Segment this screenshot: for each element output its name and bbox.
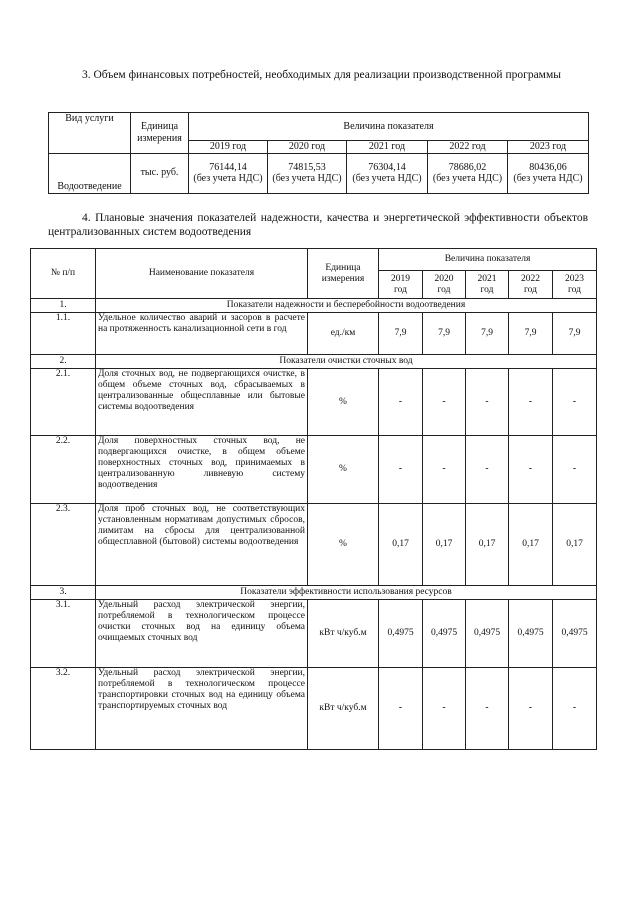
- value-cell: 76304,14 (без учета НДС): [347, 153, 428, 193]
- row-number: 2.3.: [31, 504, 96, 586]
- year-header: 2020 год: [423, 271, 466, 299]
- year-header: 2023 год: [553, 271, 597, 299]
- year-header: 2021 год: [466, 271, 509, 299]
- year-header: 2019 год: [379, 271, 423, 299]
- row-number: 2.1.: [31, 369, 96, 436]
- table-row: [31, 600, 597, 668]
- row-number: 3.2.: [31, 668, 96, 750]
- indicator-name: Доля сточных вод, не подвергающихся очистке, в общем объеме сточных вод, сбрасываемых в централизованные общесплавные или бытовые системы водоотведения: [96, 369, 308, 436]
- year-header: 2021 год: [347, 141, 428, 154]
- section-4-heading: [48, 211, 588, 239]
- section-3-title: Объем финансовых потребностей, необходимых для реализации производственной программы: [93, 69, 561, 81]
- value-cell: -: [509, 436, 553, 504]
- value-cell: 80436,06 (без учета НДС): [508, 153, 589, 193]
- row-number: 3.1.: [31, 600, 96, 668]
- row-number: 1.1.: [31, 313, 96, 355]
- value-cell: 78686,02 (без учета НДС): [428, 153, 508, 193]
- indicator-name: Доля проб сточных вод, не соответствующих установленным нормативам допустимых сбросов, лимитам на сбросы для централизованной общесплавной (бытовой) системы водоотведения: [96, 504, 308, 586]
- indicator-name: Удельный расход электрической энергии, потребляемой в технологическом процессе транспортировки сточных вод на единицу объема транспортируемых сточных вод: [96, 668, 308, 750]
- table-row: [31, 668, 597, 750]
- unit-cell: кВт ч/куб.м: [308, 600, 379, 668]
- table-row: [31, 504, 597, 586]
- value-cell: -: [423, 369, 466, 436]
- unit-cell: %: [308, 504, 379, 586]
- table-row: [31, 436, 597, 504]
- value-cell: -: [553, 436, 597, 504]
- section-title: Показатели очистки сточных вод: [96, 355, 597, 369]
- year-header: 2022 год: [428, 141, 508, 154]
- value-cell: -: [379, 668, 423, 750]
- indicator-name: Доля поверхностных сточных вод, не подвергающихся очистке, в общем объеме поверхностных сточных вод, принимаемых в централизованную ливневую систему водоотведения: [96, 436, 308, 504]
- value-cell: 7,9: [379, 313, 423, 355]
- value-cell: 0,17: [509, 504, 553, 586]
- table-row: [31, 313, 597, 355]
- section-3-number: 3.: [82, 69, 91, 81]
- section-title: Показатели эффективности использования ресурсов: [96, 586, 597, 600]
- section-title: Показатели надежности и бесперебойности водоотведения: [96, 299, 597, 313]
- indicator-name: Удельное количество аварий и засоров в расчете на протяженность канализационной сети в год: [96, 313, 308, 355]
- unit-cell: %: [308, 436, 379, 504]
- row-number: 2.: [31, 355, 96, 369]
- value-cell: 0,17: [553, 504, 597, 586]
- row-number: 1.: [31, 299, 96, 313]
- header-unit: Единица измерения: [308, 249, 379, 299]
- year-header: 2023 год: [508, 141, 589, 154]
- section-3-heading: [48, 68, 588, 82]
- value-cell: -: [423, 668, 466, 750]
- value-cell: -: [509, 668, 553, 750]
- section-4-title: Плановые значения показателей надежности, качества и энергетической эффективности объектов централизованных систем водоотведения: [48, 212, 589, 238]
- value-cell: -: [553, 369, 597, 436]
- value-cell: 74815,53 (без учета НДС): [268, 153, 347, 193]
- header-num: № п/п: [31, 249, 96, 299]
- year-header: 2019 год: [189, 141, 268, 154]
- indicator-name: Удельный расход электрической энергии, потребляемой в технологическом процессе очистки сточных вод на единицу объема очищаемых сточных вод: [96, 600, 308, 668]
- value-cell: 0,17: [466, 504, 509, 586]
- value-cell: -: [379, 436, 423, 504]
- value-cell: -: [379, 369, 423, 436]
- value-cell: -: [466, 668, 509, 750]
- section-row: [31, 299, 597, 313]
- value-cell: -: [423, 436, 466, 504]
- unit-cell: ед./км: [308, 313, 379, 355]
- table-row: [31, 369, 597, 436]
- value-cell: 7,9: [509, 313, 553, 355]
- unit-cell: тыс. руб.: [131, 153, 189, 193]
- value-cell: 0,17: [379, 504, 423, 586]
- indicators-table: [30, 248, 597, 750]
- value-cell: 0,17: [423, 504, 466, 586]
- value-cell: 0,4975: [466, 600, 509, 668]
- table-row: [49, 153, 589, 193]
- service-cell: Водоотведение: [49, 153, 131, 193]
- financial-needs-table: [48, 112, 589, 194]
- value-cell: 0,4975: [379, 600, 423, 668]
- value-cell: 7,9: [466, 313, 509, 355]
- header-service: Вид услуги: [49, 113, 131, 154]
- year-header: 2020 год: [268, 141, 347, 154]
- value-cell: -: [466, 436, 509, 504]
- row-number: 3.: [31, 586, 96, 600]
- value-cell: 0,4975: [423, 600, 466, 668]
- value-cell: -: [466, 369, 509, 436]
- header-name: Наименование показателя: [96, 249, 308, 299]
- header-value: Величина показателя: [379, 249, 597, 271]
- value-cell: 7,9: [423, 313, 466, 355]
- value-cell: 0,4975: [509, 600, 553, 668]
- value-cell: 76144,14 (без учета НДС): [189, 153, 268, 193]
- section-4-number: 4.: [82, 212, 91, 224]
- unit-cell: кВт ч/куб.м: [308, 668, 379, 750]
- section-row: [31, 586, 597, 600]
- row-number: 2.2.: [31, 436, 96, 504]
- value-cell: 7,9: [553, 313, 597, 355]
- value-cell: -: [553, 668, 597, 750]
- value-cell: -: [509, 369, 553, 436]
- unit-cell: %: [308, 369, 379, 436]
- header-value: Величина показателя: [189, 113, 589, 141]
- header-unit: Единица измерения: [131, 113, 189, 154]
- section-row: [31, 355, 597, 369]
- year-header: 2022 год: [509, 271, 553, 299]
- value-cell: 0,4975: [553, 600, 597, 668]
